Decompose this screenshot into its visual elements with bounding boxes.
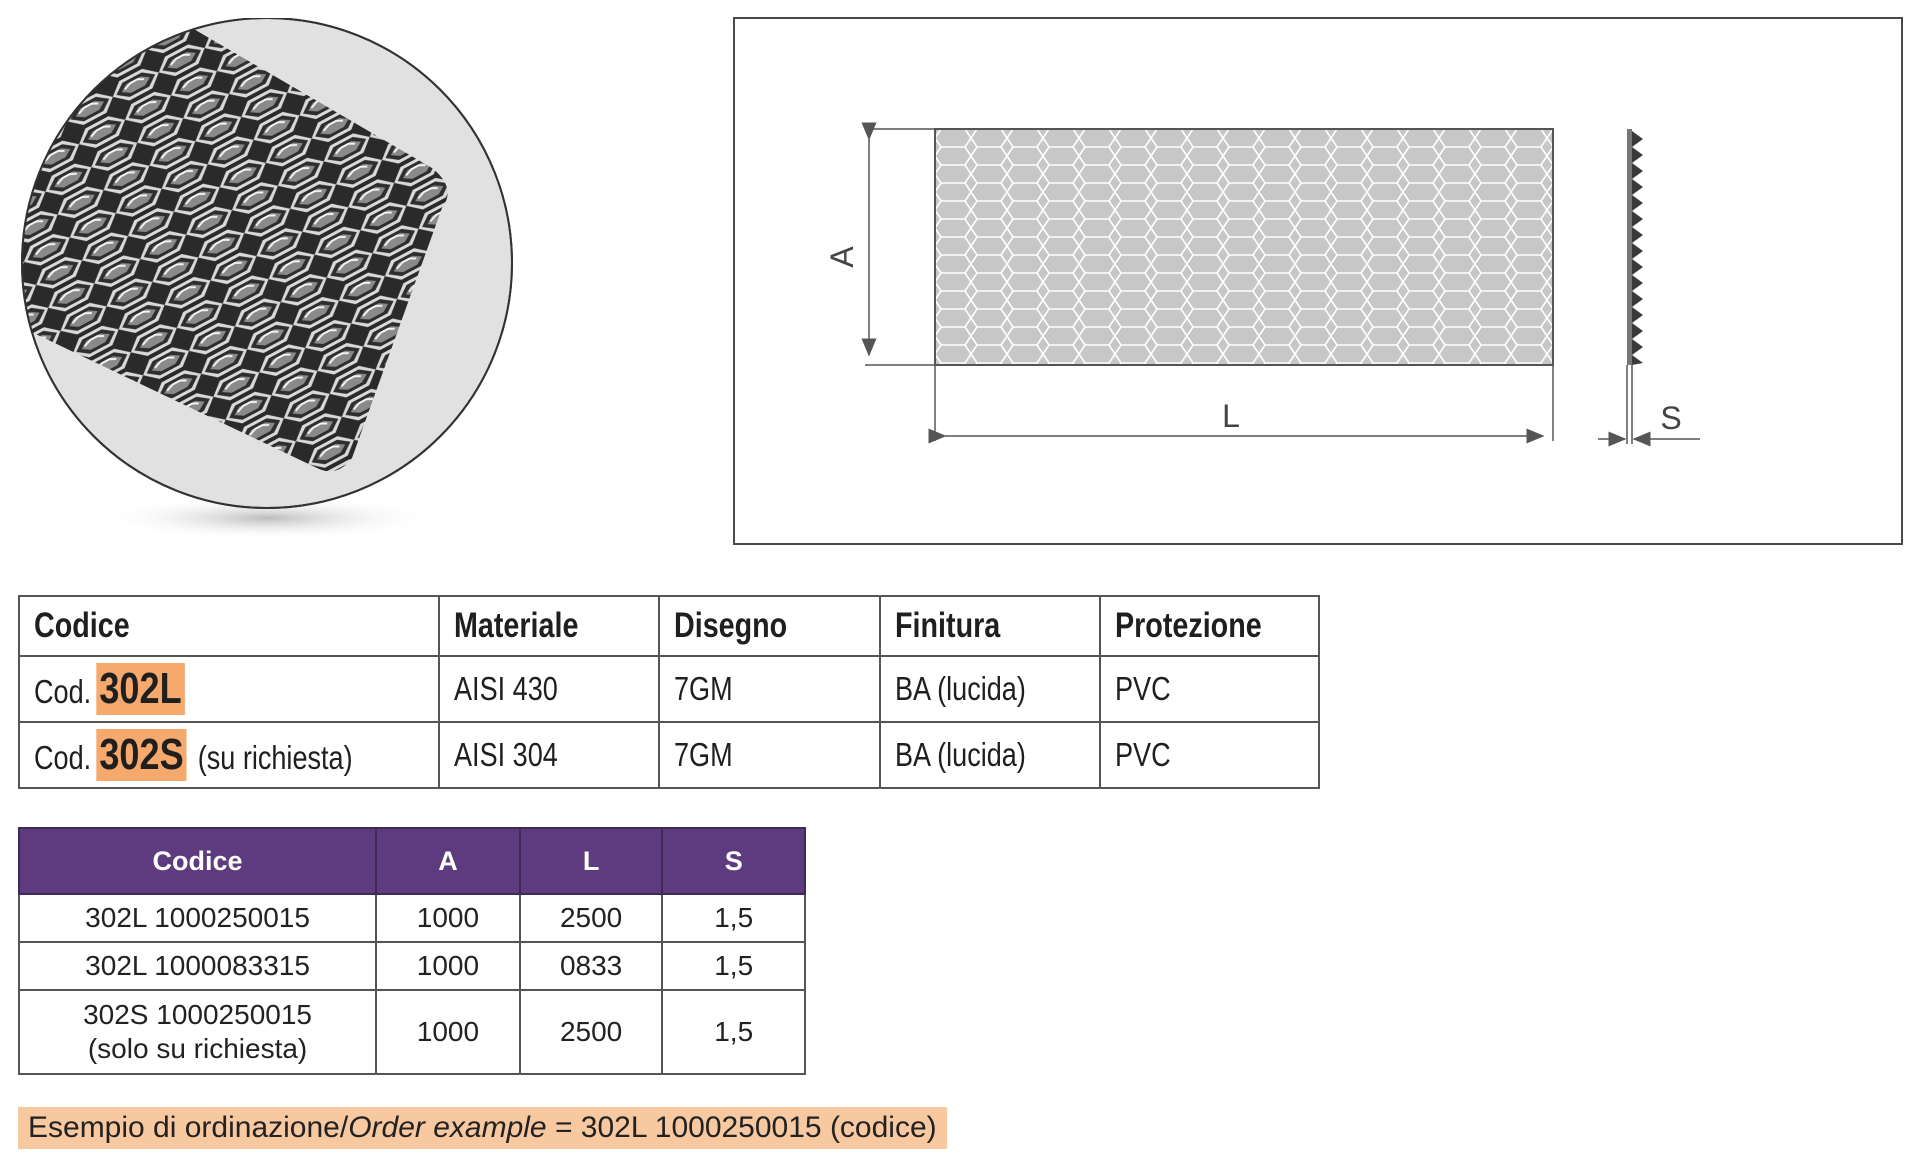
technical-drawing xyxy=(733,17,1903,545)
spec-codice-cell xyxy=(19,722,439,788)
mesh-sheet xyxy=(935,129,1553,365)
cod-prefix: Cod. xyxy=(34,673,92,710)
spec-disegno-cell: 7GM xyxy=(659,656,879,722)
dims-header-codice: Codice xyxy=(19,828,376,894)
spec-finitura-cell: BA (lucida) xyxy=(880,722,1101,788)
order-example-en: Order example xyxy=(348,1111,547,1144)
spec-finitura-cell: BA (lucida) xyxy=(880,656,1101,722)
spec-header-row xyxy=(19,596,1319,656)
dimensions-table xyxy=(18,827,806,1075)
dims-codice-value: 302S 1000250015 xyxy=(83,999,312,1030)
spec-table xyxy=(18,595,1320,789)
cod-suffix: (su richiesta) xyxy=(190,739,353,776)
dim-label-l: L xyxy=(1222,398,1240,434)
dims-codice-cell: 302L 1000083315 xyxy=(19,942,376,990)
spec-header-disegno: Disegno xyxy=(659,596,879,656)
spec-protezione-cell: PVC xyxy=(1100,656,1319,722)
spec-header-materiale: Materiale xyxy=(439,596,659,656)
spec-row xyxy=(19,722,1319,788)
dims-header-s: S xyxy=(662,828,805,894)
dims-a-cell: 1000 xyxy=(376,894,520,942)
product-code: 302S xyxy=(96,729,187,781)
order-example-value: = 302L 1000250015 (codice) xyxy=(546,1111,937,1144)
dims-header-a: A xyxy=(376,828,520,894)
dims-s-cell: 1,5 xyxy=(662,894,805,942)
spec-header-codice: Codice xyxy=(19,596,439,656)
dims-header-row xyxy=(19,828,805,894)
dims-row xyxy=(19,894,805,942)
cod-prefix: Cod. xyxy=(34,739,92,776)
dims-a-cell: 1000 xyxy=(376,990,520,1074)
spec-protezione-cell: PVC xyxy=(1100,722,1319,788)
dims-l-cell: 2500 xyxy=(520,990,663,1074)
dims-s-cell: 1,5 xyxy=(662,942,805,990)
dims-codice-note: (solo su richiesta) xyxy=(87,1033,308,1064)
spec-row xyxy=(19,656,1319,722)
dims-row xyxy=(19,990,805,1074)
dims-s-cell: 1,5 xyxy=(662,990,805,1074)
dim-label-s: S xyxy=(1660,400,1682,436)
order-example xyxy=(18,1107,947,1149)
dim-label-a: A xyxy=(824,246,860,268)
dims-l-cell: 2500 xyxy=(520,894,663,942)
spec-header-finitura: Finitura xyxy=(880,596,1101,656)
spec-materiale-cell: AISI 304 xyxy=(439,722,659,788)
dims-a-cell: 1000 xyxy=(376,942,520,990)
spec-header-protezione: Protezione xyxy=(1100,596,1319,656)
dims-header-l: L xyxy=(520,828,663,894)
order-example-it: Esempio di ordinazione/ xyxy=(28,1111,349,1144)
spec-codice-cell xyxy=(19,656,439,722)
dims-codice-cell: 302L 1000250015 xyxy=(19,894,376,942)
dims-row xyxy=(19,942,805,990)
spec-materiale-cell: AISI 430 xyxy=(439,656,659,722)
mesh-profile xyxy=(1627,129,1632,365)
spec-disegno-cell: 7GM xyxy=(659,722,879,788)
product-code: 302L xyxy=(96,663,185,715)
product-photo xyxy=(12,18,522,543)
dims-l-cell: 0833 xyxy=(520,942,663,990)
dims-codice-cell xyxy=(19,990,376,1074)
